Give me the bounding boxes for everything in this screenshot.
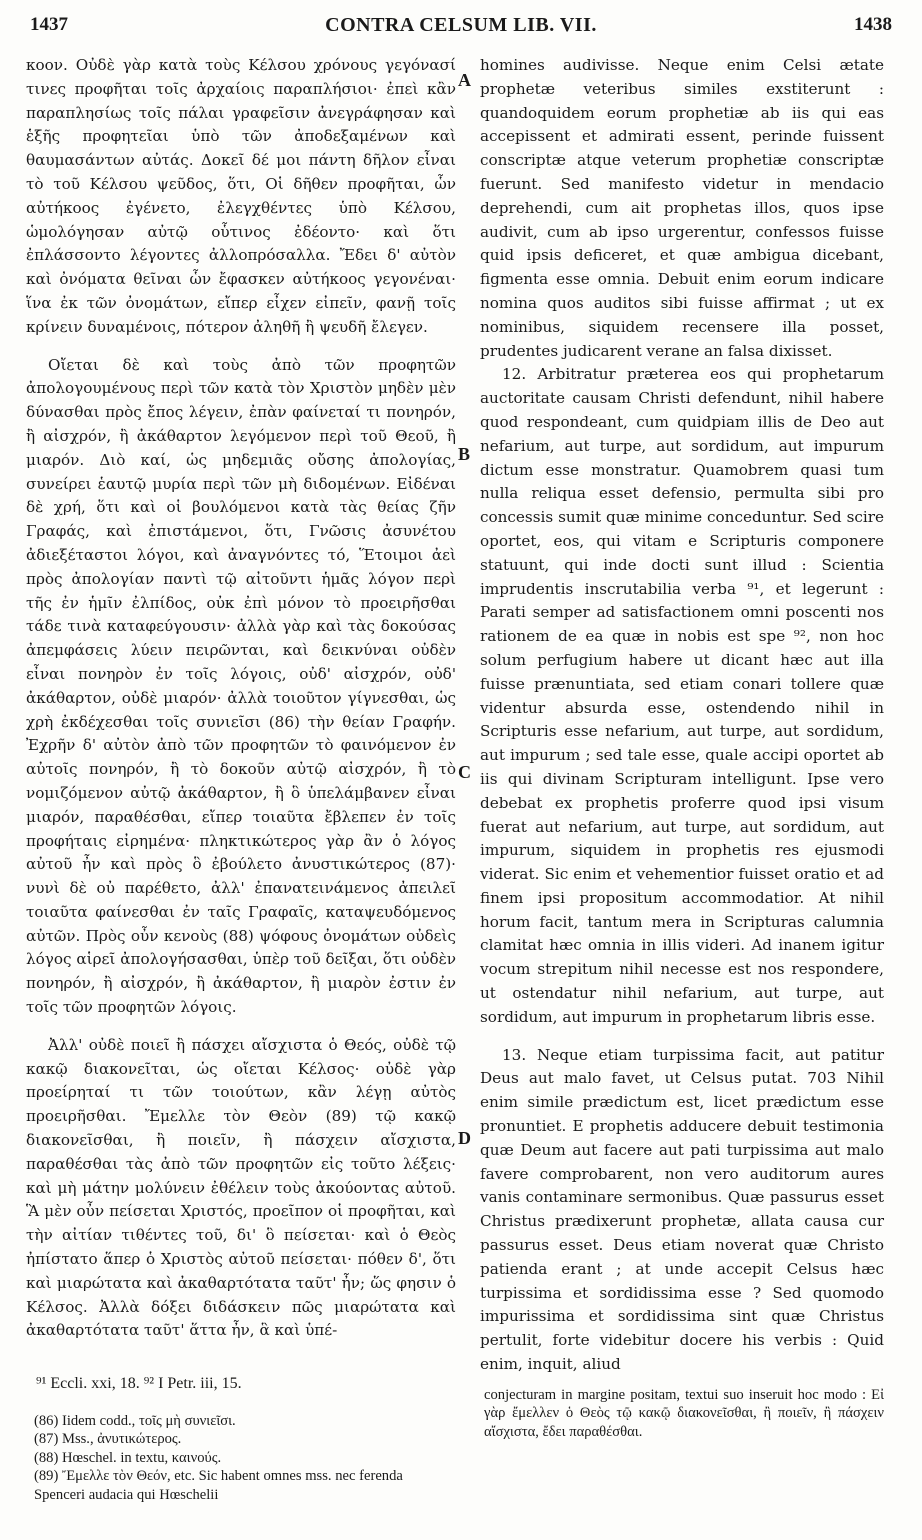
greek-paragraph: Ἀλλ' οὐδὲ ποιεῖ ἢ πάσχει αἴσχιστα ὁ Θεός, οὐδὲ τῷ κακῷ διακονεῖται, ὡς οἴεται Κέλσος· οὐδὲ γὰρ προείρηταί τι τῶν τοιούτων, κἂν λέγῃ αὐτὸς προειρῆσθαι. Ἔμελλε τὸν Θεὸν (89) τῷ κακῷ διακονεῖσθαι, ἢ ποιεῖν, ἢ πάσχειν αἴσχιστα, παραθέσθαι τὰς ἀπὸ τῶν προφητῶν εἰς τοῦτο λέξεις· καὶ μὴ μάτην μολύνειν ἐθέλειν τοὺς ἀκούοντας αὐτοῦ. Ἃ μὲν οὖν πείσεται Χριστός, προεῖπον οἱ προφῆται, καὶ τὴν αἰτίαν τιθέντες τοῦ, δι' ὃ πείσεται· καὶ ὁ Θεὸς ἠπίστατο ἅπερ ὁ Χριστὸς αὐτοῦ πείσεται· πόθεν δ', ὅτι καὶ μιαρώτατα καὶ ἀκαθαρτότατα ταῦτ' ἦν; ὥς φησιν ὁ Κέλσος. Ἀλλὰ δόξει διδάσκειν πῶς μιαρώτατα καὶ ἀκαθαρτότατα ταῦτ' ἅττα ἦν, ἃ καὶ ὑπέ- [26,1035,456,1340]
scripture-references [36,1374,446,1394]
running-title: CONTRA CELSUM LIB. VII. [325,14,597,36]
apparatus-note: (86) Iidem codd., τοῖς μὴ συνιεῖσι. [34,1413,236,1429]
right-page-number: 1438 [854,14,892,35]
apparatus-note: (87) Mss., ἀνυτικώτερος. [34,1431,182,1448]
margin-marker-d: D [458,1128,471,1148]
apparatus-continuation-text: conjecturam in margine positam, textui suo inseruit hoc modo : Εἰ γὰρ ἔμελλεν ὁ Θεὸς τῷ κακῷ διακονεῖσθαι, ἢ ποιεῖν, ἢ πάσχειν αἴσχιστα, ἔδει παραθέσθαι. [484,1387,884,1440]
greek-paragraph: κοον. Οὐδὲ γὰρ κατὰ τοὺς Κέλσου χρόνους γεγόνασί τινες προφῆται τοῖς ἀρχαίοις παραπλήσιοι· ἐπεὶ κἂν παραπλησίως τοῖς πάλαι γραφεῖσιν ἀνεγράφησαν καὶ ἑξῆς προφητεῖαι ὑπὸ τῶν ἀποδεξαμένων καὶ θαυμασάντων αὐτάς. Δοκεῖ δέ μοι πάντη δῆλον εἶναι τὸ τοῦ Κέλσου ψεῦδος, ὅτι, Οἱ δῆθεν προφῆται, ὧν αὐτήκοος ἐγένετο, ἐλεγχθέντες ὑπὸ Κέλσου, ὡμολόγησαν αὐτῷ οὗτινος ἐδέοντο· καὶ ὅτι ἐπλάσσοντο λέγοντες ἀλλοπρόσαλλα. Ἔδει δ' αὐτὸν καὶ ὀνόματα θεῖναι ὧν ἔφασκεν αὐτήκοος γεγονέναι· ἵνα ἐκ τῶν ὀνομάτων, εἴπερ εἶχεν εἰπεῖν, φανῇ τοῖς κρίνειν δυναμένοις, πότερον ἀληθῆ ἢ ψευδῆ ἔλεγεν. [26,56,456,336]
latin-paragraph: 13. Neque etiam turpissima facit, aut patitur Deus aut malo favet, ut Celsus putat. 703 Nihil enim simile prædictum est, licet prædictum esse pronuntiet. E prophetis adducere debuit testimonia quæ Deum aut facere aut pati turpissima aut malo favere comprobarent, non vero auditorum aures vanis contaminare sermonibus. Quæ passurus esset Christus prædixerunt prophetæ, allata causa cur passurus esset. Deus etiam noverat quæ Christo patienda erant ; at unde accepit Celsus hæc turpissima et sordidissima esse ? Sed quomodo impurissima et sordidissima sint quæ Christus pertulit, forte videbitur docere his verbis : Quid enim, inquit, aliud [480,1045,884,1374]
scripture-reference-line: ⁹¹ Eccli. xxi, 18. ⁹² I Petr. iii, 15. [36,1375,242,1392]
margin-marker-a: A [458,70,471,90]
apparatus-note: (89) Ἔμελλε τὸν Θεόν, etc. Sic habent omnes mss. nec ferenda Spenceri audacia qui Hœschelii [34,1468,403,1503]
apparatus-continuation [484,1386,884,1441]
critical-apparatus [34,1412,444,1504]
left-page-number: 1437 [30,14,68,35]
apparatus-note: (88) Hœschel. in textu, καινούς. [34,1449,222,1466]
margin-marker-c: C [458,762,471,782]
margin-marker-b: B [458,444,471,464]
latin-column [480,54,884,1377]
latin-paragraph: 12. Arbitratur præterea eos qui prophetarum auctoritate causam Christi defendunt, nihil habere quod respondeant, cum quidpiam illis de Deo aut nefarium, aut turpe, aut sordidum, aut impurum dictum esse monstratur. Quamobrem quasi tum nulla reliqua esset defensio, permulta sibi pro concessis sumit quæ minime conceduntur. Sed scire oportet, eos, qui vitam e Scripturis componere statuunt, qui inde docti sunt illud : Scientia imprudentis inscrutabilia verba ⁹¹, et legerunt : Parati semper ad satisfactionem omni poscenti nos rationem de ea quæ in nobis est spe ⁹², non hoc solum perfugium habere ut dicant hæc aut illa fuisse prænuntiata, sed etiam conari tollere quæ videntur absurda esse, ostendendo nihil in Scripturis esse nefarium, aut turpe, aut sordidum, aut impurum ; sed tale esse, quale accipi oportet ab iis qui divinam Scripturam intelligunt. Ipse vero debebat ex prophetis proferre quod ipsi visum fuerat aut nefarium, aut turpe, aut sordidum, aut impurum, siquidem in prophetis res ejusmodi viderat. Sic enim et vehementior fuisset oratio et ad finem ipsi propositum accommodatior. At nihil horum facit, tantum mera in Scripturas calumnia clamitat hæc omnia in illis videri. Ad inanem igitur vocum strepitum nihil necesse est nos respondere, ut ostendatur nihil nefarium, aut turpe, aut sordidum, aut impurum in prophetarum libris esse. [480,365,884,1026]
greek-paragraph: Οἴεται δὲ καὶ τοὺς ἀπὸ τῶν προφητῶν ἀπολογουμένους περὶ τῶν κατὰ τὸν Χριστὸν μηδὲν μὲν δύνασθαι πρὸς ἔπος λέγειν, ἐπὰν φαίνεταί τι πονηρόν, ἢ αἰσχρόν, ἢ ἀκάθαρτον λεγόμενον περὶ τοῦ Θεοῦ, ἢ μιαρόν. Διὸ καί, ὡς μηδεμιᾶς οὔσης ἀπολογίας, συνείρει ἑαυτῷ μυρία περὶ τῶν μὴ διδομένων. Εἰδέναι δὲ χρή, ὅτι καὶ οἱ βουλόμενοι κατὰ τὰς θείας ζῆν Γραφάς, καὶ ἐπιστάμενοι, ὅτι, Γνῶσις ἀσυνέτου ἀδιεξέταστοι λόγοι, καὶ ἀναγνόντες τό, Ἕτοιμοι ἀεὶ πρὸς ἀπολογίαν παντὶ τῷ αἰτοῦντι ἡμᾶς λόγον περὶ τῆς ἐν ἡμῖν ἐλπίδος, οὐκ ἐπὶ μόνον τὸ προειρῆσθαι τάδε τινὰ καταφεύγουσιν· ἀλλὰ γὰρ καὶ τὰς δοκούσας ἀπεμφάσεις λύειν πειρῶνται, καὶ δεικνύναι οὐδὲν εἶναι πονηρὸν ἐν τοῖς λόγοις, οὐδ' αἰσχρόν, οὐδ' ἀκάθαρτον, οὐδὲ μιαρόν· ἀλλὰ τοιοῦτον γίγνεσθαι, ὡς χρὴ ἐκδέχεσθαι τοῖς συνιεῖσι (86) τὴν θείαν Γραφήν. Ἐχρῆν δ' αὐτὸν ἀπὸ τῶν προφητῶν τὸ φαινόμενον ἐν αὐτοῖς πονηρόν, ἢ τὸ δοκοῦν αὐτῷ αἰσχρόν, ἢ τὸ νομιζόμενον αὐτῷ ἀκάθαρτον, ἢ ὃ ὑπελάμβανεν εἶναι μιαρόν, παραθέσθαι, εἴπερ τοιαῦτα ἔβλεπεν ἐν τοῖς προφήταις εἰρημένα· πληκτικώτερος γὰρ ἂν ὁ λόγος αὐτοῦ ἦν καὶ πρὸς ὃ ἐβούλετο ἀνυστικώτερος (87)· νυνὶ δὲ οὐ παρέθετο, ἀλλ' ἐπανατεινάμενος ἀπειλεῖ τοιαῦτα φαίνεσθαι ἐν ταῖς Γραφαῖς, καταψευδόμενος αὐτῶν. Πρὸς οὖν κενοὺς (88) ψόφους ὀνομάτων οὐδεὶς λόγος αἱρεῖ ἀπολογήσασθαι, ὑπὲρ τοῦ δεῖξαι, ὅτι οὐδὲν πονηρόν, ἢ αἰσχρόν, ἢ ἀκάθαρτον, ἢ μιαρὸν ἐστιν ἐν τοῖς τῶν προφητῶν λόγοις. [26,355,456,1017]
latin-paragraph: homines audivisse. Neque enim Celsi ætate prophetæ veteribus similes exstiterunt : quandoquidem eorum prophetiæ ab iis qui eas accepissent et admirati essent, perinde fuissent conscriptæ atque veterum prophetiæ conscriptæ fuerunt. Sed manifesto videtur in mendacio deprehendi, cum ait prophetas illos, quos ipse audivit, cum ab ipso urgerentur, confessos fuisse quid ipsis deficeret, et quæ ambigua dicebant, figmenta esse omnia. Debuit enim eorum indicare nomina quos auditos sibi fuisse affirmat ; ut ex nominibus, siquidem recensere illa posset, prudentes judicarent verane an falsa dixisset. [480,56,884,360]
running-header [0,10,922,40]
greek-column [26,54,456,1343]
